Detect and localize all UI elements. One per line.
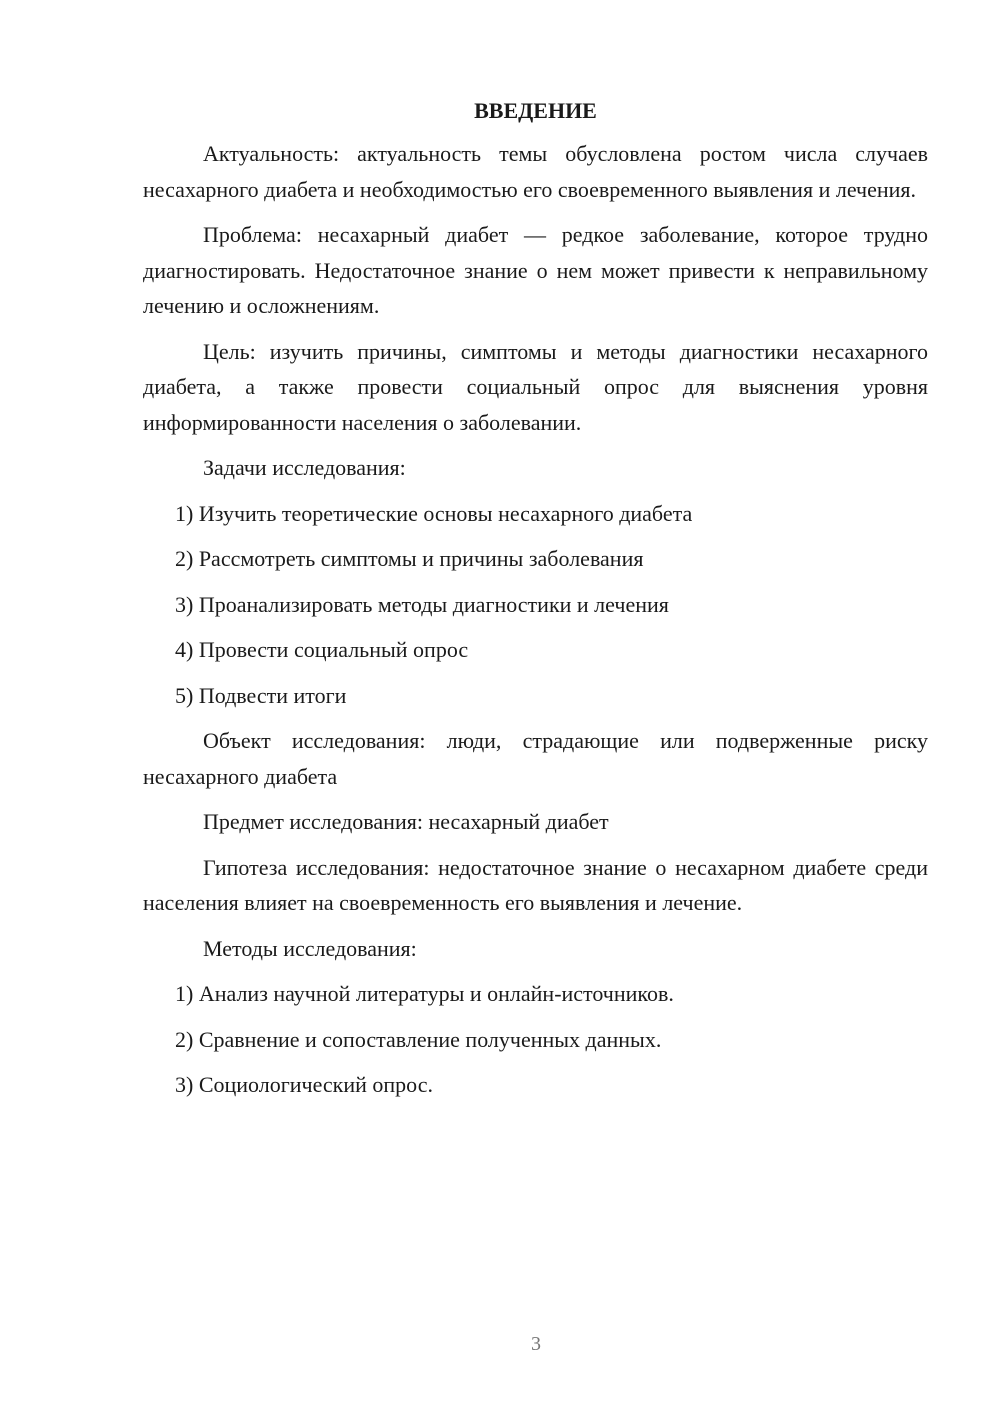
document-body — [143, 93, 928, 1113]
list-item: 3) Социологический опрос. — [175, 1072, 433, 1097]
list-item: 5) Подвести итоги — [175, 682, 347, 708]
hypothesis-paragraph: Гипотеза исследования: недостаточное знание о несахарном диабете среди населения влияет на своевременность его выявления и лечение. — [143, 854, 928, 915]
list-item: 3) Проанализировать методы диагностики и лечения — [175, 591, 669, 617]
list-item: 1) Анализ научной литературы и онлайн-источников. — [175, 981, 674, 1006]
list-item: 1) Изучить теоретические основы несахарного диабета — [175, 500, 693, 526]
methods-heading: Методы исследования: — [203, 935, 417, 961]
problem-paragraph: Проблема: несахарный диабет — редкое заболевание, которое трудно диагностировать. Недостаточное знание о нем может привести к неправильному лечению и осложнениям. — [143, 222, 928, 318]
object-paragraph: Объект исследования: люди, страдающие или подверженные риску несахарного диабета — [143, 728, 928, 789]
tasks-list — [143, 496, 928, 714]
goal-paragraph: Цель: изучить причины, симптомы и методы диагностики несахарного диабета, а также провести социальный опрос для выяснения уровня информированности населения о заболевании. — [143, 338, 928, 435]
section-title: ВВЕДЕНИЕ — [474, 98, 597, 123]
subject-paragraph: Предмет исследования: несахарный диабет — [203, 809, 609, 834]
methods-list — [143, 976, 928, 1103]
list-item: 2) Рассмотреть симптомы и причины заболевания — [175, 546, 644, 571]
relevance-paragraph: Актуальность: актуальность темы обусловлена ростом числа случаев несахарного диабета и необходимостью его своевременного выявления и лечения. — [143, 141, 928, 202]
tasks-heading: Задачи исследования: — [203, 455, 406, 480]
list-item: 2) Сравнение и сопоставление полученных данных. — [175, 1026, 662, 1052]
list-item: 4) Провести социальный опрос — [175, 637, 469, 662]
page-number: 3 — [531, 1333, 541, 1355]
